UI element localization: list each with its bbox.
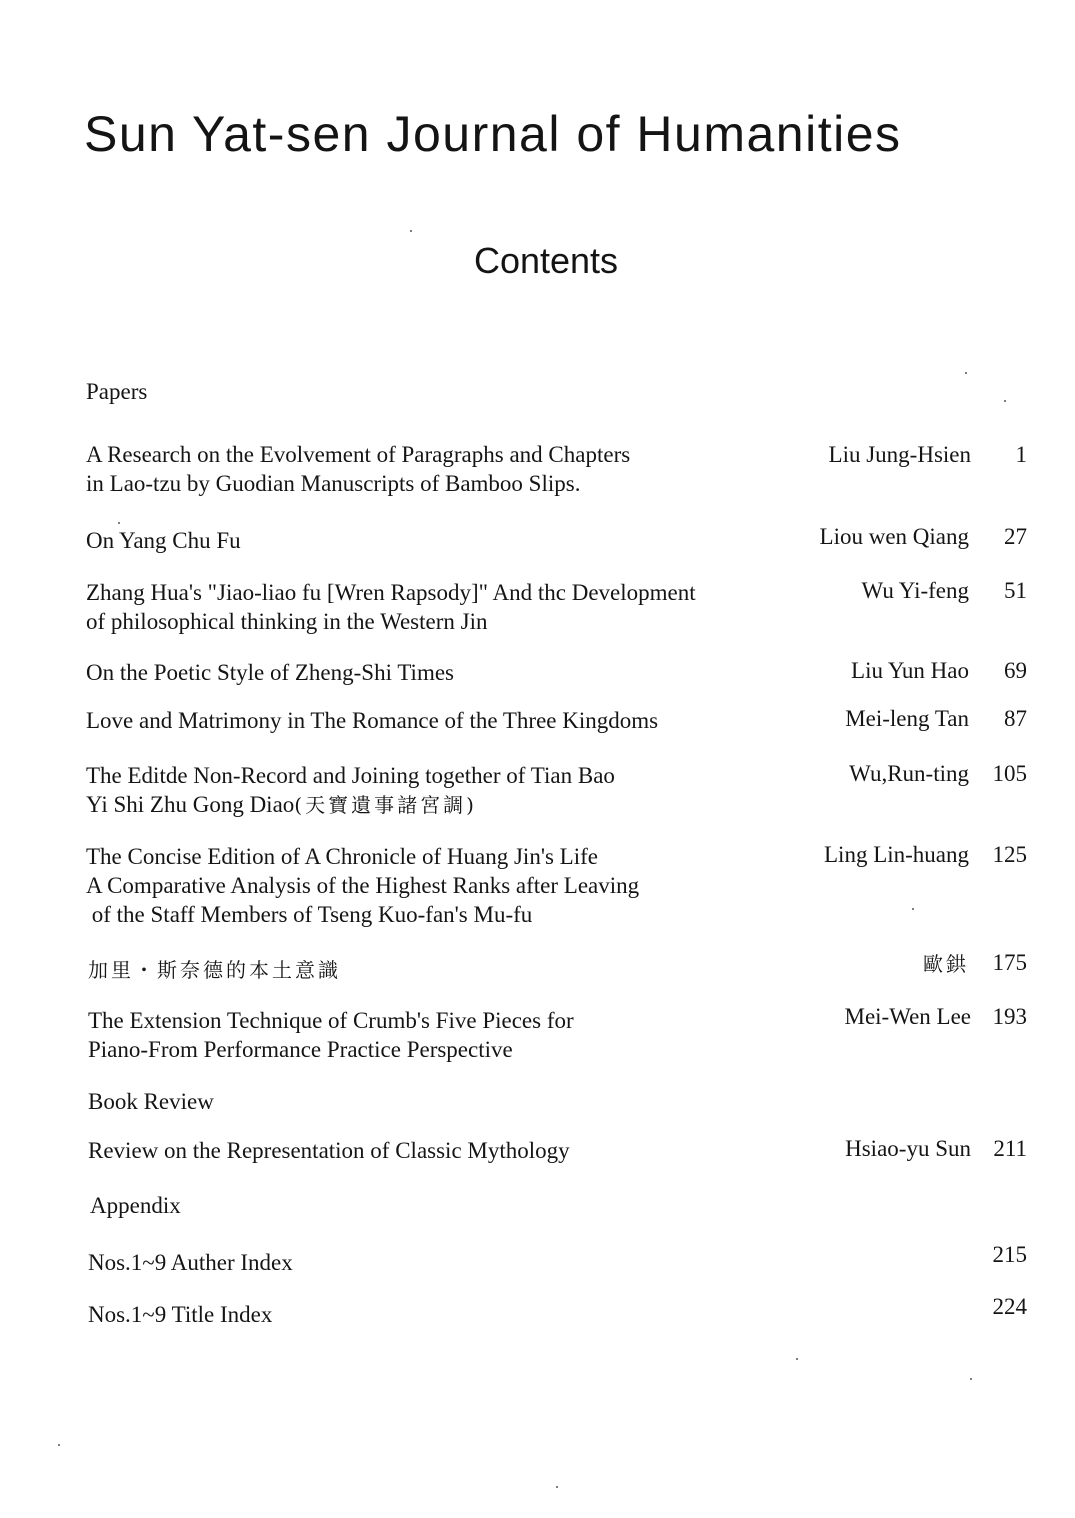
entry-author: Hsiao-yu Sun bbox=[845, 1136, 971, 1161]
contents-heading: Contents bbox=[473, 240, 619, 281]
entry-title bbox=[88, 956, 341, 985]
entry-page: 193 bbox=[992, 1004, 1027, 1029]
entry-title-line: On Yang Chu Fu bbox=[86, 528, 241, 553]
entry-title bbox=[88, 1248, 293, 1277]
entry-title bbox=[86, 706, 658, 735]
entry-title bbox=[86, 526, 241, 555]
journal-title: Sun Yat-sen Journal of Humanities bbox=[84, 106, 902, 162]
entry-author: Wu Yi-feng bbox=[861, 578, 969, 603]
entry-title-line: of the Staff Members of Tseng Kuo-fan's Mu-fu bbox=[86, 902, 533, 927]
entry-page: 87 bbox=[1004, 706, 1027, 731]
entry-title-line bbox=[86, 790, 615, 820]
entry-title bbox=[86, 440, 630, 498]
scan-speckle bbox=[796, 1358, 798, 1360]
entry-title-line: Review on the Representation of Classic Mythology bbox=[88, 1138, 570, 1163]
scan-speckle bbox=[556, 1486, 558, 1488]
entry-author: Wu,Run-ting bbox=[849, 761, 969, 786]
entry-page: 224 bbox=[992, 1294, 1027, 1319]
section-appendix: Appendix bbox=[90, 1193, 181, 1218]
scan-speckle bbox=[1004, 400, 1006, 402]
entry-title-text: Yi Shi Zhu Gong Diao bbox=[86, 792, 295, 817]
entry-title-line: in Lao-tzu by Guodian Manuscripts of Bamboo Slips. bbox=[86, 471, 581, 496]
entry-author: Liu Yun Hao bbox=[851, 658, 969, 683]
entry-title-line: Nos.1~9 Auther Index bbox=[88, 1250, 293, 1275]
scan-speckle bbox=[912, 908, 914, 910]
entry-page: 211 bbox=[993, 1136, 1027, 1161]
entry-title bbox=[88, 1006, 574, 1064]
entry-author: Mei-leng Tan bbox=[845, 706, 969, 731]
entry-author: Mei-Wen Lee bbox=[844, 1004, 971, 1029]
entry-title-line: Piano-From Performance Practice Perspective bbox=[88, 1037, 513, 1062]
entry-title-line: The Editde Non-Record and Joining together of Tian Bao bbox=[86, 763, 615, 788]
entry-title bbox=[86, 761, 615, 820]
entry-title-line: The Extension Technique of Crumb's Five Pieces for bbox=[88, 1008, 574, 1033]
entry-title-line: 加里・斯奈德的本土意識 bbox=[88, 958, 341, 982]
entry-title-line: The Concise Edition of A Chronicle of Huang Jin's Life bbox=[86, 844, 598, 869]
entry-title bbox=[86, 658, 454, 687]
section-papers: Papers bbox=[86, 379, 148, 404]
entry-title-line: Zhang Hua's "Jiao-liao fu [Wren Rapsody]" And thc Development bbox=[86, 580, 696, 605]
entry-page: 105 bbox=[992, 761, 1027, 786]
entry-title-line: Nos.1~9 Title Index bbox=[88, 1302, 273, 1327]
entry-author: 歐鉷 bbox=[923, 952, 969, 976]
entry-title bbox=[86, 578, 696, 636]
entry-page: 69 bbox=[1004, 658, 1027, 683]
entry-title bbox=[88, 1300, 272, 1329]
entry-title bbox=[88, 1136, 570, 1165]
entry-title-line: Love and Matrimony in The Romance of the Three Kingdoms bbox=[86, 708, 659, 733]
entry-page: 125 bbox=[992, 842, 1027, 867]
entry-author: Liu Jung-Hsien bbox=[828, 442, 971, 467]
entry-title bbox=[86, 842, 639, 929]
entry-title-line: A Comparative Analysis of the Highest Ranks after Leaving bbox=[86, 873, 640, 898]
entry-title-line: of philosophical thinking in the Western Jin bbox=[86, 609, 488, 634]
entry-page: 51 bbox=[1004, 578, 1027, 603]
scan-speckle bbox=[118, 522, 120, 524]
entry-title-cjk: (天寶遺事諸宮調) bbox=[294, 793, 477, 817]
entry-page: 27 bbox=[1004, 524, 1027, 549]
entry-title-line: A Research on the Evolvement of Paragraphs and Chapters bbox=[86, 442, 631, 467]
section-book-review: Book Review bbox=[88, 1089, 214, 1114]
entry-author: Ling Lin-huang bbox=[824, 842, 969, 867]
entry-page: 1 bbox=[1015, 442, 1027, 467]
scan-speckle bbox=[410, 230, 412, 232]
entry-page: 175 bbox=[992, 950, 1027, 975]
entry-title-line: On the Poetic Style of Zheng-Shi Times bbox=[86, 660, 454, 685]
scan-speckle bbox=[970, 1378, 972, 1380]
scan-speckle bbox=[58, 1444, 60, 1446]
entry-page: 215 bbox=[992, 1242, 1027, 1267]
scan-speckle bbox=[965, 372, 967, 374]
entry-author: Liou wen Qiang bbox=[819, 524, 969, 549]
